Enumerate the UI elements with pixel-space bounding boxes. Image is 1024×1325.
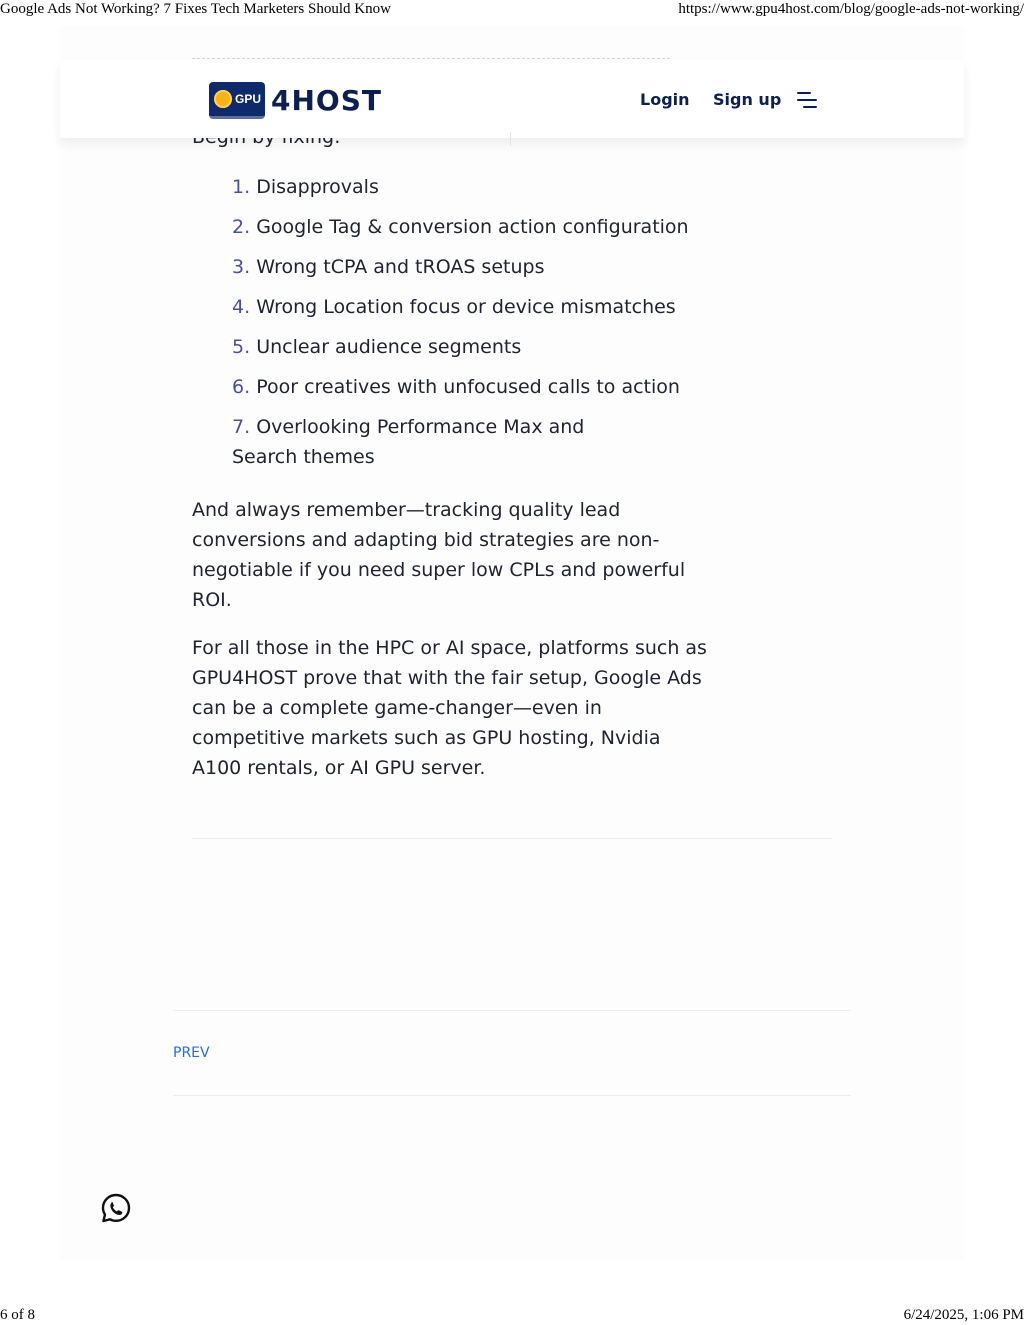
print-title: Google Ads Not Working? 7 Fixes Tech Marketers Should Know (0, 1, 391, 17)
print-page-number: 6 of 8 (0, 1307, 35, 1323)
list-item: 4. Wrong Location focus or device mismatches (232, 296, 676, 318)
article-end-divider (192, 838, 832, 839)
list-item: 1. Disapprovals (232, 176, 379, 198)
list-item: 2. Google Tag & conversion action configuration (232, 216, 689, 238)
logo-badge-text: GPU (235, 91, 262, 106)
signup-link[interactable]: Sign up (713, 90, 782, 109)
pagination-top-divider (173, 1010, 851, 1011)
gpu4host-paragraph: For all those in the HPC or AI space, platforms such as GPU4HOST prove that with the fair setup, Google Ads can be a complete game-changer—even in competitive markets such as GPU hosting, Nvidia A100 rentals, or AI GPU server. (192, 637, 707, 779)
login-link[interactable]: Login (640, 90, 690, 109)
whatsapp-icon[interactable] (100, 1192, 132, 1224)
list-item: 5. Unclear audience segments (232, 336, 522, 358)
list-item: 6. Poor creatives with unfocused calls to action (232, 376, 680, 398)
prev-post-link[interactable]: PREV (173, 1045, 210, 1061)
hamburger-menu-icon[interactable] (797, 92, 817, 108)
site-logo[interactable] (209, 82, 399, 118)
fix-list (192, 172, 692, 482)
logo-wordmark: 4HOST (271, 83, 382, 117)
print-url: https://www.gpu4host.com/blog/google-ads-not-working/ (678, 1, 1024, 17)
site-navbar (60, 60, 964, 138)
list-item: 7. Overlooking Performance Max and Search themes (232, 416, 585, 468)
print-header (0, 1, 1024, 18)
clipped-divider (192, 58, 670, 59)
conclusion-paragraph: And always remember—tracking quality lead conversions and adapting bid strategies are non-negotiable if you need super low CPLs and powerful ROI. (192, 499, 686, 611)
sun-icon (214, 90, 232, 108)
logo-badge (209, 82, 265, 119)
list-item: 3. Wrong tCPA and tROAS setups (232, 256, 545, 278)
print-datetime: 6/24/2025, 1:06 PM (903, 1307, 1024, 1323)
pagination-bottom-divider (173, 1095, 851, 1096)
print-footer (0, 1307, 1024, 1324)
column-divider (510, 132, 511, 146)
